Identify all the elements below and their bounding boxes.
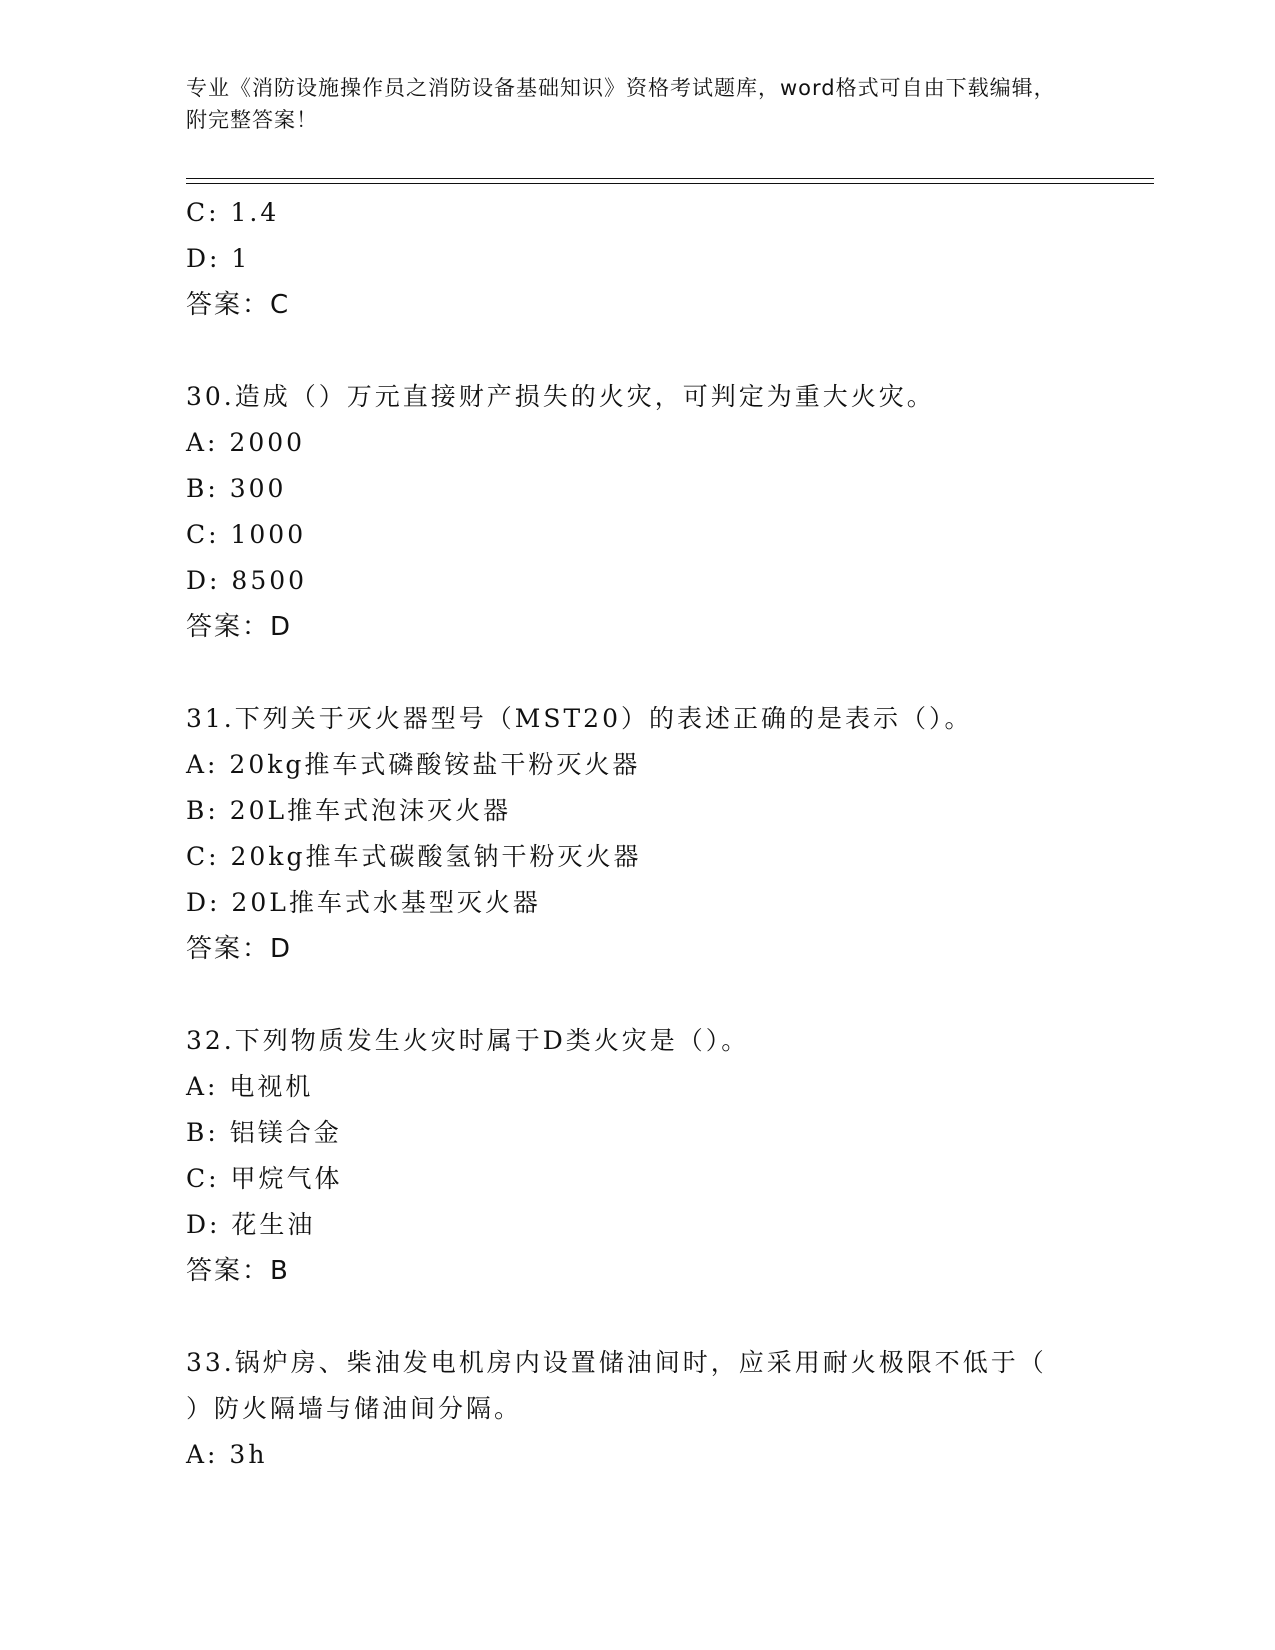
question-stem-line-2: ）防火隔墙与储油间分隔。	[186, 1394, 523, 1423]
page-header: 专业《消防设施操作员之消防设备基础知识》资格考试题库，word格式可自由下载编辑，附完整答案！	[186, 76, 1056, 132]
answer-label: 答案：D	[186, 612, 293, 642]
answer-label: 答案：B	[186, 1256, 290, 1286]
question-stem: 32.下列物质发生火灾时属于D类火灾是（）。	[186, 1026, 750, 1055]
option-c: C: 甲烷气体	[186, 1164, 343, 1193]
option-a: A: 20kg推车式磷酸铵盐干粉灭火器	[186, 750, 641, 779]
option-d: D: 花生油	[186, 1210, 316, 1239]
option-a: A: 2000	[186, 428, 306, 457]
question-stem: 30.造成（）万元直接财产损失的火灾，可判定为重大火灾。	[186, 382, 935, 411]
option-d: D: 1	[186, 244, 251, 273]
option-c: C: 1000	[186, 520, 307, 549]
question-stem-line-1: 33.锅炉房、柴油发电机房内设置储油间时，应采用耐火极限不低于（	[186, 1348, 1047, 1377]
header-divider-bottom	[186, 183, 1154, 184]
option-c: C: 1.4	[186, 198, 280, 227]
answer-label: 答案：C	[186, 290, 291, 320]
header-divider-top	[186, 178, 1154, 179]
option-b: B: 铝镁合金	[186, 1118, 342, 1147]
option-d: D: 8500	[186, 566, 308, 595]
question-list	[186, 190, 1066, 1478]
option-b: B: 20L推车式泡沫灭火器	[186, 796, 512, 825]
question-stem: 31.下列关于灭火器型号（MST20）的表述正确的是表示（）。	[186, 704, 973, 733]
option-c: C: 20kg推车式碳酸氢钠干粉灭火器	[186, 842, 642, 871]
option-d: D: 20L推车式水基型灭火器	[186, 888, 541, 917]
option-a: A: 3h	[186, 1440, 268, 1469]
option-b: B: 300	[186, 474, 287, 503]
answer-label: 答案：D	[186, 934, 293, 964]
option-a: A: 电视机	[186, 1072, 314, 1101]
